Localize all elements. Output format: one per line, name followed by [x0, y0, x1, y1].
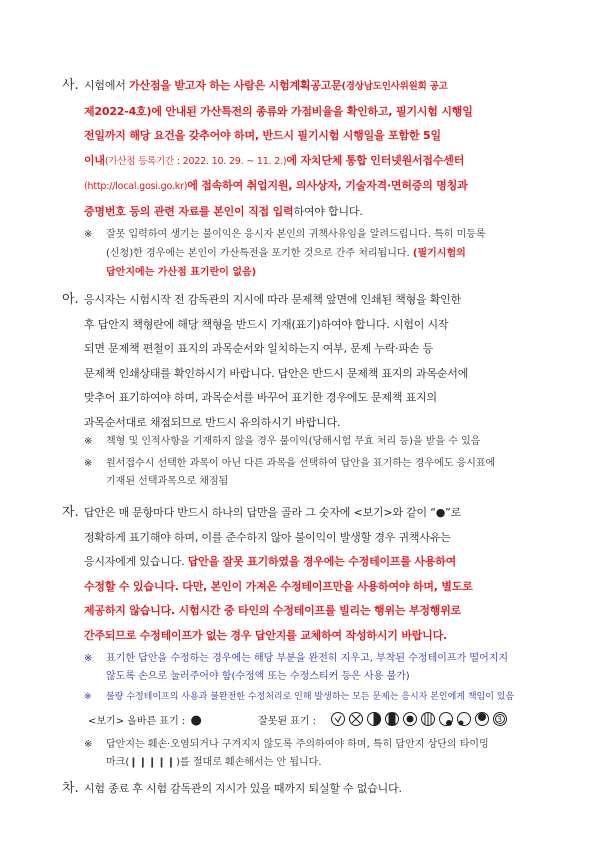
- text: 시험에서: [84, 79, 130, 92]
- note-a-2: [84, 455, 564, 491]
- highlight-text: 전일까지 해당 요건을 갖추어야 하며, 반드시 필기시험 시행일을 포함한 5일: [84, 129, 441, 142]
- section-sa-text: [84, 74, 558, 224]
- text: 하여야 합니다.: [293, 204, 363, 218]
- section-ja: [62, 501, 558, 648]
- small-filled-circle-icon: [476, 713, 489, 726]
- text: 응시자에게 있습니다.: [84, 555, 188, 568]
- tail-circle-icon: [440, 713, 453, 726]
- note-ja-2: [84, 688, 574, 706]
- highlight-text: 답안을 잘못 표기하였을 경우에는 수정테이프를 사용하여: [187, 555, 457, 568]
- note-ja-1: [84, 650, 564, 686]
- note-line: 잘못 입력하여 생기는 불이익은 응시자 본인의 귀책사유임을 알려드립니다. 특히 미등록: [106, 229, 486, 240]
- wrong-marks-icons: [330, 711, 530, 729]
- note-line: 원서접수시 선택한 과목이 아닌 다른 과목을 선택하여 답안을 표기하는 경우에도 응시표에: [106, 458, 496, 469]
- section-marker: 차.: [62, 781, 79, 796]
- note-line: )를 절대로 훼손해서는 안 됩니다.: [176, 757, 322, 768]
- section-marker: 아.: [62, 292, 79, 307]
- corner-dot-circle-icon: [458, 713, 471, 726]
- note-line: 마크(: [106, 757, 130, 768]
- note-ja-3: [84, 736, 564, 772]
- highlight-text: 이내: [84, 153, 105, 167]
- section-ja-text: [84, 501, 558, 648]
- text-line: 맞추어 표기하여야 하며, 과목순서를 바꾸어 표기한 경우에도 문제책 표지의: [84, 391, 437, 404]
- note-asterisk: ※: [84, 653, 93, 664]
- text-line: 정확하게 표기해야 하며, 이를 준수하지 않아 불이익이 발생할 경우 귀책사유는: [84, 530, 451, 544]
- text-line: 답안은 매 문항마다 반드시 하나의 답만을 골라 그 숫자에 <보기>와 같이 “●”로: [84, 506, 462, 519]
- note-text: [106, 225, 564, 282]
- highlight-text: 수정할 수 있습니다. 다만, 본인이 가져온 수정테이프만을 사용하여야 하며, 별도로: [84, 579, 473, 593]
- note-text: [106, 736, 564, 772]
- timing-marks: ❙❙❙❙❙: [129, 757, 177, 768]
- striped-circle-icon: [422, 713, 435, 726]
- text-line: 되면 문제책 편철이 표지의 과목순서와 일치하는지 여부, 문제 누락·파손 등: [84, 342, 434, 355]
- note-asterisk: ※: [84, 739, 93, 750]
- text-line: 후 답안지 책형란에 해당 책형을 반드시 기재(표기)하여야 합니다. 시험이 시작: [84, 317, 449, 331]
- highlight-text: 가산점을 받고자 하는 사람은 시험계획공고문: [129, 79, 342, 92]
- note-line: 답안지는 훼손·오염되거나 구겨지지 않도록 주의하여야 하며, 특히 답안지 상단의 타이밍: [106, 739, 489, 750]
- note-highlight: (필기시험의: [412, 248, 466, 259]
- note-asterisk: ※: [84, 229, 93, 240]
- note-sa: [84, 225, 564, 282]
- correct-mark-label: <보기> 올바른 표기 :: [88, 716, 186, 727]
- note-text: [106, 455, 564, 491]
- highlight-text: (경상남도인사위원회 공고: [341, 81, 448, 92]
- text-line: 문제책 인쇄상태를 확인하시기 바랍니다. 답안은 반드시 문제책 표지의 과목순서에: [84, 366, 469, 380]
- check-mark-circle-icon: [332, 713, 345, 726]
- note-highlight: 답안지에는 가산점 표기란이 없음): [106, 267, 257, 278]
- highlight-text: 제2022-4호)에 안내된 가산특전의 종류와 가점비율을 확인하고, 필기시험 시행일: [84, 104, 473, 118]
- note-line: 않도록 손으로 눌러주어야 함(수정액 또는 수정스티커 등은 사용 불가): [106, 671, 410, 682]
- note-asterisk: ※: [84, 458, 93, 469]
- wrong-mark-label: 잘못된 표기 :: [258, 716, 317, 727]
- bar-filled-circle-icon: [386, 713, 399, 726]
- section-sa: [62, 74, 558, 224]
- section-cha: [62, 777, 558, 802]
- text-line: 과목순서대로 채점되므로 반드시 유의하시기 바랍니다.: [84, 415, 341, 429]
- highlight-text: 제공하지 않습니다. 시험시간 중 타인의 수정테이프를 빌리는 행위는 부정행위로: [84, 604, 462, 617]
- highlight-text: 간주되므로 수정테이프가 없는 경우 답안지를 교체하여 작성하시기 바랍니다.: [84, 628, 448, 642]
- section-marker: 사.: [62, 78, 79, 93]
- registration-period: (가산점 등록기간 : 2022. 10. 29. ~ 11. 2.): [104, 155, 287, 167]
- note-a-1: [84, 433, 564, 451]
- text-line: 시험 종료 후 시험 감독관의 지시가 있을 때까지 퇴실할 수 없습니다.: [84, 782, 402, 795]
- text-line: 응시자는 시험시작 전 감독관의 지시에 따라 문제책 앞면에 인쇄된 책형을 확인한: [84, 293, 462, 306]
- note-text: [106, 650, 564, 686]
- note-line: 기재된 선택과목으로 채점됨: [106, 476, 229, 487]
- highlight-text: 에 접속하여 취업지원, 의사상자, 기술자격·면허증의 명칭과: [187, 179, 468, 192]
- note-asterisk: ※: [84, 436, 93, 447]
- svg-text:3: 3: [497, 715, 503, 724]
- note-text: 불량 수정테이프의 사용과 불완전한 수정처리로 인해 발생하는 모든 문제는 응시자 본인에게 책임이 있음: [106, 692, 515, 702]
- section-cha-text: [84, 777, 558, 802]
- circled-number-icon: [494, 713, 507, 726]
- note-text: 책형 및 인적사항을 기재하지 않을 경우 불이익(당해시험 무효 처리 등)을 받을 수 있음: [106, 436, 481, 447]
- half-filled-circle-icon: [368, 713, 381, 726]
- wrong-mark-label-wrap: [258, 712, 316, 727]
- marking-example: [88, 712, 202, 728]
- note-line: 표기한 답안을 수정하는 경우에는 해당 부분을 완전히 지우고, 부착된 수정테이프가 떨어지지: [106, 653, 509, 664]
- highlight-text: 증명번호 등의 관련 자료를 본인이 직접 입력: [84, 204, 294, 218]
- note-line: (신청)한 경우에는 본인이 가산특전을 포기한 것으로 간주 처리됩니다.: [106, 248, 410, 259]
- section-marker: 자.: [62, 505, 79, 520]
- section-a-text: [84, 288, 558, 435]
- dot-circle-icon: [404, 713, 417, 726]
- note-asterisk: ※: [84, 692, 92, 702]
- x-mark-circle-icon: [350, 713, 363, 726]
- highlight-text: 에 자치단체 통합 인터넷원서접수센터: [286, 153, 465, 167]
- section-a: [62, 288, 558, 435]
- website-url: (http://local.gosi.go.kr): [84, 181, 188, 192]
- filled-circle-icon: ●: [190, 713, 202, 728]
